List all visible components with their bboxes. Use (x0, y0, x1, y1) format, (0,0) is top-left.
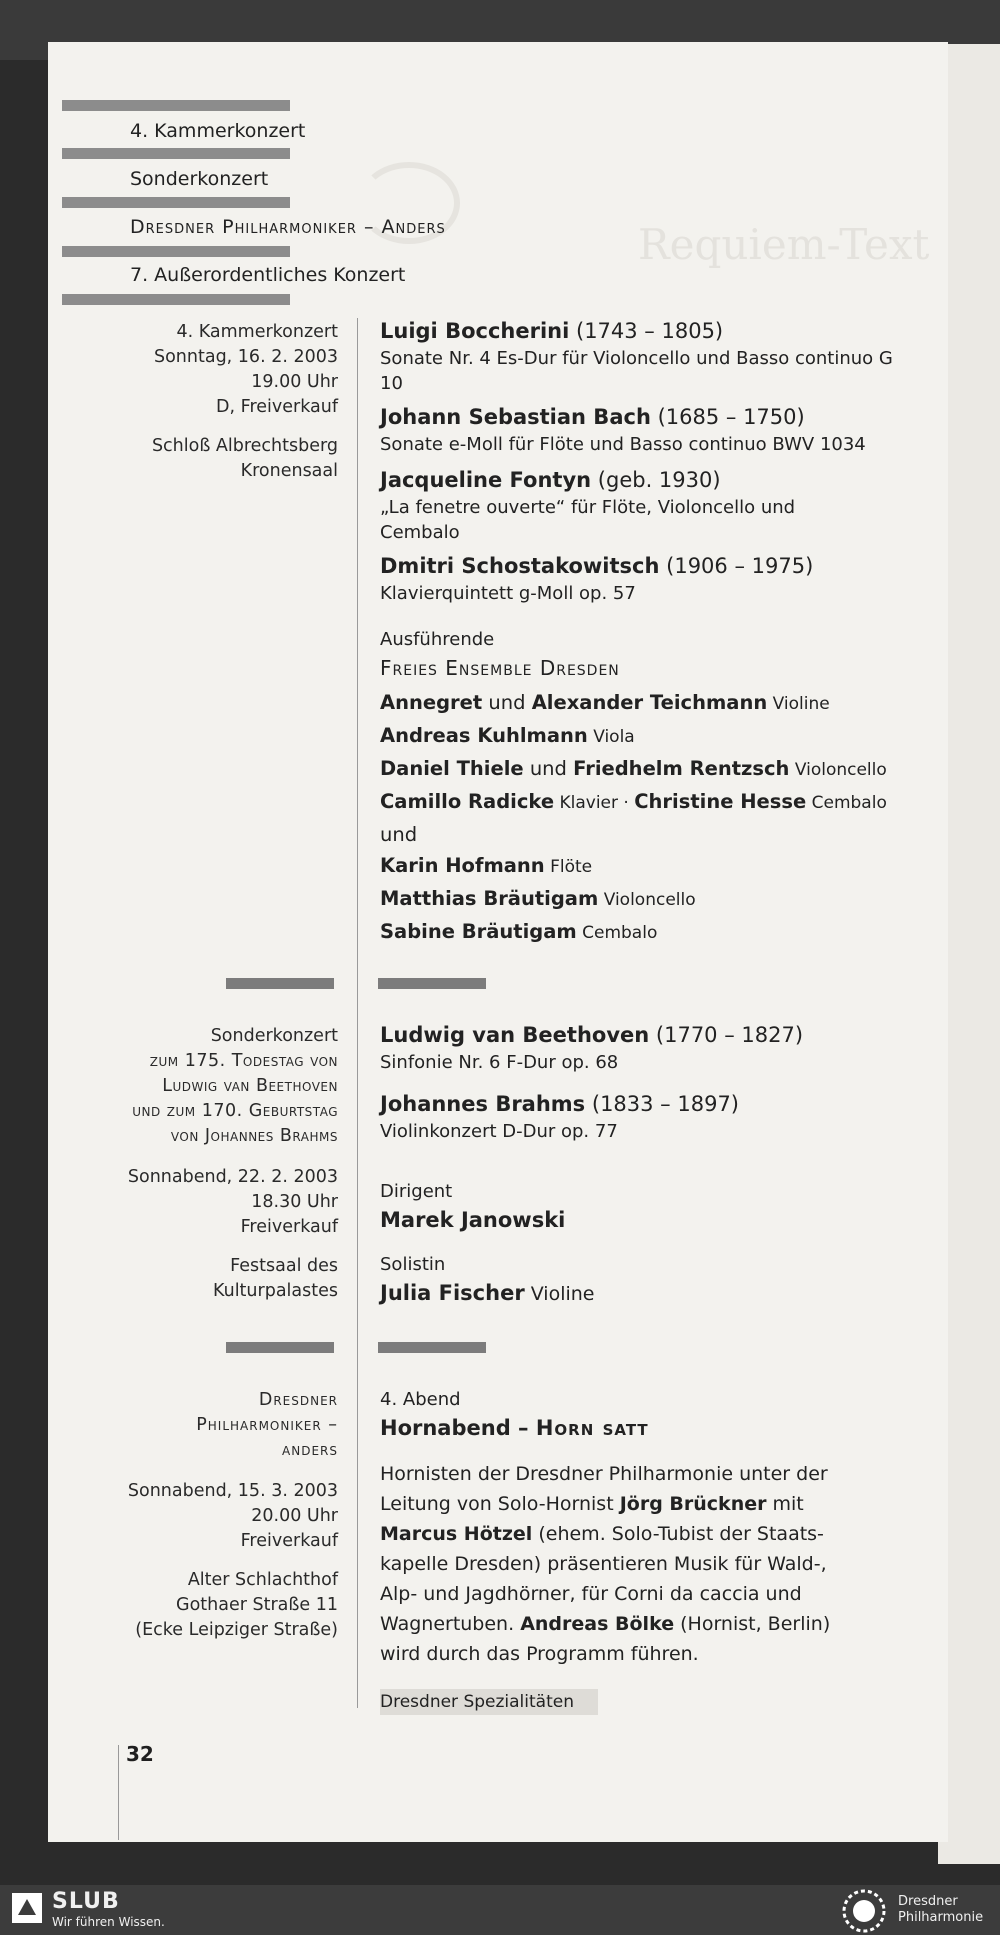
concert3-address: (Ecke Leipziger Straße) (135, 1620, 338, 1640)
evening-title: Hornabend – Horn satt (380, 1416, 649, 1440)
conductor-name: Marek Janowski (380, 1208, 566, 1232)
page-number-rule (118, 1745, 119, 1840)
program-composer: Luigi Boccherini (1743 – 1805) (380, 319, 724, 343)
concert1-info (118, 320, 338, 484)
ensemble-name: Freies Ensemble Dresden (380, 656, 620, 680)
performer-line: Karin Hofmann Flöte (380, 854, 593, 877)
description-line: Wagnertuben. Andreas Bölke (Hornist, Berlin) (380, 1613, 831, 1635)
concert3-address: Gothaer Straße 11 (176, 1595, 338, 1615)
header-rule (62, 294, 290, 305)
series-label: 7. Außerordentliches Konzert (130, 264, 406, 286)
concert1-room: Kronensaal (240, 461, 338, 481)
section-separator (378, 978, 486, 989)
description-line: kapelle Dresden) präsentieren Musik für Wald-, (380, 1553, 827, 1575)
program-composer: Ludwig van Beethoven (1770 – 1827) (380, 1023, 804, 1047)
description-line: Leitung von Solo-Hornist Jörg Brückner mit (380, 1493, 804, 1515)
footer-left-name: SLUB (52, 1889, 120, 1914)
program-work: Klavierquintett g-Moll op. 57 (380, 583, 636, 604)
program-composer: Jacqueline Fontyn (geb. 1930) (380, 468, 721, 492)
series-footnote: Dresdner Spezialitäten (380, 1689, 598, 1715)
program-work: Sonate Nr. 4 Es-Dur für Violoncello und Basso continuo G 10 (380, 348, 893, 394)
concert3-venue: Alter Schlachthof (187, 1570, 338, 1590)
program-work: Sinfonie Nr. 6 F-Dur op. 68 (380, 1052, 619, 1073)
performer-line: Camillo Radicke Klavier · Christine Hesse Cembalo (380, 790, 887, 813)
program-composer: Johannes Brahms (1833 – 1897) (380, 1092, 739, 1116)
performer-line: Sabine Bräutigam Cembalo (380, 920, 658, 943)
series-label: Dresdner Philharmoniker – Anders (130, 216, 446, 238)
concert3-title: Philharmoniker – (196, 1415, 338, 1435)
concert1-sale: D, Freiverkauf (216, 397, 338, 417)
description-line: Hornisten der Dresdner Philharmonie unter der (380, 1463, 828, 1485)
soloist-label: Solistin (380, 1254, 446, 1275)
performers-label: Ausführende (380, 629, 495, 650)
concert1-time: 19.00 Uhr (251, 372, 338, 392)
program-work: „La fenetre ouverte“ für Flöte, Violoncello und Cembalo (380, 497, 796, 543)
concert2-sale: Freiverkauf (240, 1217, 338, 1237)
concert1-title: 4. Kammerkonzert (176, 322, 338, 342)
series-label: Sonderkonzert (130, 168, 269, 190)
concert2-occasion: Ludwig van Beethoven (162, 1076, 338, 1096)
section-separator (226, 1342, 334, 1353)
concert2-occasion: und zum 170. Geburtstag (132, 1101, 338, 1121)
performer-line: Annegret und Alexander Teichmann Violine (380, 691, 830, 714)
column-divider (357, 318, 358, 1708)
concert2-venue: Festsaal des (230, 1256, 338, 1276)
program-work: Violinkonzert D-Dur op. 77 (380, 1121, 618, 1142)
concert3-title: anders (282, 1440, 338, 1460)
footer-left-tagline: Wir führen Wissen. (52, 1915, 165, 1929)
concert2-time: 18.30 Uhr (251, 1192, 338, 1212)
conductor-label: Dirigent (380, 1181, 453, 1202)
slub-logo-icon (12, 1893, 42, 1923)
series-label: 4. Kammerkonzert (130, 120, 306, 142)
footer-right-name: Dresdner Philharmonie (898, 1894, 984, 1925)
concert1-date: Sonntag, 16. 2. 2003 (153, 347, 338, 367)
description-line: wird durch das Programm führen. (380, 1643, 699, 1665)
performer-line: Daniel Thiele und Friedhelm Rentzsch Violoncello (380, 757, 887, 780)
performer-line: Matthias Bräutigam Violoncello (380, 887, 696, 910)
concert2-title: Sonderkonzert (210, 1026, 338, 1046)
page-number: 32 (126, 1742, 154, 1766)
concert3-title: Dresdner (258, 1390, 338, 1410)
concert2-date: Sonnabend, 22. 2. 2003 (127, 1167, 338, 1187)
description-line: Marcus Hötzel (ehem. Solo-Tubist der Staats- (380, 1523, 824, 1545)
performer-line: und (380, 823, 418, 846)
concert2-occasion: von Johannes Brahms (170, 1126, 338, 1146)
soloist-line: Julia Fischer Violine (380, 1281, 595, 1305)
header-rule (62, 197, 290, 208)
program-composer: Dmitri Schostakowitsch (1906 – 1975) (380, 554, 814, 578)
concert2-info (118, 1024, 338, 1304)
header-rule (62, 100, 290, 111)
concert3-date: Sonnabend, 15. 3. 2003 (127, 1481, 338, 1501)
concert2-program (380, 1020, 940, 1310)
concert2-venue: Kulturpalastes (213, 1281, 338, 1301)
header-rule (62, 246, 290, 257)
program-work: Sonate e-Moll für Flöte und Basso continuo BWV 1034 (380, 434, 866, 455)
concert3-info (118, 1388, 338, 1643)
viewer-footer (0, 1885, 1000, 1935)
performer-line: Andreas Kuhlmann Viola (380, 724, 635, 747)
concert1-program (380, 316, 940, 949)
concert3-time: 20.00 Uhr (251, 1506, 338, 1526)
section-separator (378, 1342, 486, 1353)
bleed-through-heading: Requiem-Text (638, 220, 930, 269)
evening-label: 4. Abend (380, 1389, 461, 1410)
section-separator (226, 978, 334, 989)
concert3-sale: Freiverkauf (240, 1531, 338, 1551)
concert1-venue: Schloß Albrechtsberg (151, 436, 338, 456)
description-line: Alp- und Jagdhörner, für Corni da caccia und (380, 1583, 802, 1605)
philharmonie-logo-icon (842, 1889, 886, 1933)
concert3-program (380, 1386, 870, 1715)
program-composer: Johann Sebastian Bach (1685 – 1750) (380, 405, 805, 429)
header-rule (62, 148, 290, 159)
concert2-occasion: zum 175. Todestag von (149, 1051, 338, 1071)
